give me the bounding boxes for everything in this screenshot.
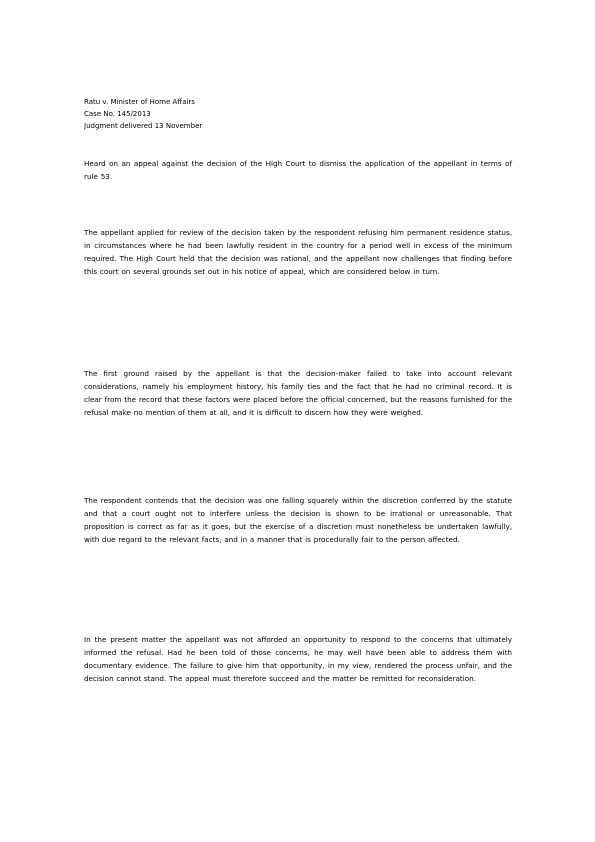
intro-paragraph: Heard on an appeal against the decision of the High Court to dismiss the application of the appellant in terms of rule 53. [84, 159, 512, 182]
body-paragraph-1: The appellant applied for review of the decision taken by the respondent refusing him permanent residence status, in circumstances where he had been lawfully resident in the country for a period well in excess of the minimum required. The High Court held that the decision was rational, and the appellant now challenges that finding before this court on several grounds set out in his notice of appeal, which are considered below in turn. [84, 228, 512, 277]
case-title: Ratu v. Minister of Home Affairs [84, 98, 195, 106]
body-paragraph-2: The first ground raised by the appellant is that the decision-maker failed to take into account relevant considerations, namely his employment history, his family ties and the fact that he had no criminal record. It is clear from the record that these factors were placed before the official concerned, but the reasons furnished for the refusal make no mention of them at all, and it is difficult to discern how they were weighed. [84, 369, 512, 418]
case-header [84, 96, 512, 132]
body-paragraph-4: In the present matter the appellant was not afforded an opportunity to respond to the concerns that ultimately informed the refusal. Had he been told of those concerns, he may well have been able to address them with documentary evidence. The failure to give him that opportunity, in my view, rendered the process unfair, and the decision cannot stand. The appeal must therefore succeed and the matter be remitted for reconsideration. [84, 635, 512, 684]
judgment-date: Judgment delivered 13 November [84, 122, 203, 130]
case-number: Case No. 145/2013 [84, 110, 151, 118]
body-paragraph-3: The respondent contends that the decision was one falling squarely within the discretion conferred by the statute and that a court ought not to interfere unless the decision is shown to be irrational or unreasonable. That proposition is correct as far as it goes, but the exercise of a discretion must nonetheless be undertaken lawfully, with due regard to the relevant facts, and in a manner that is procedurally fair to the person affected. [84, 496, 512, 545]
